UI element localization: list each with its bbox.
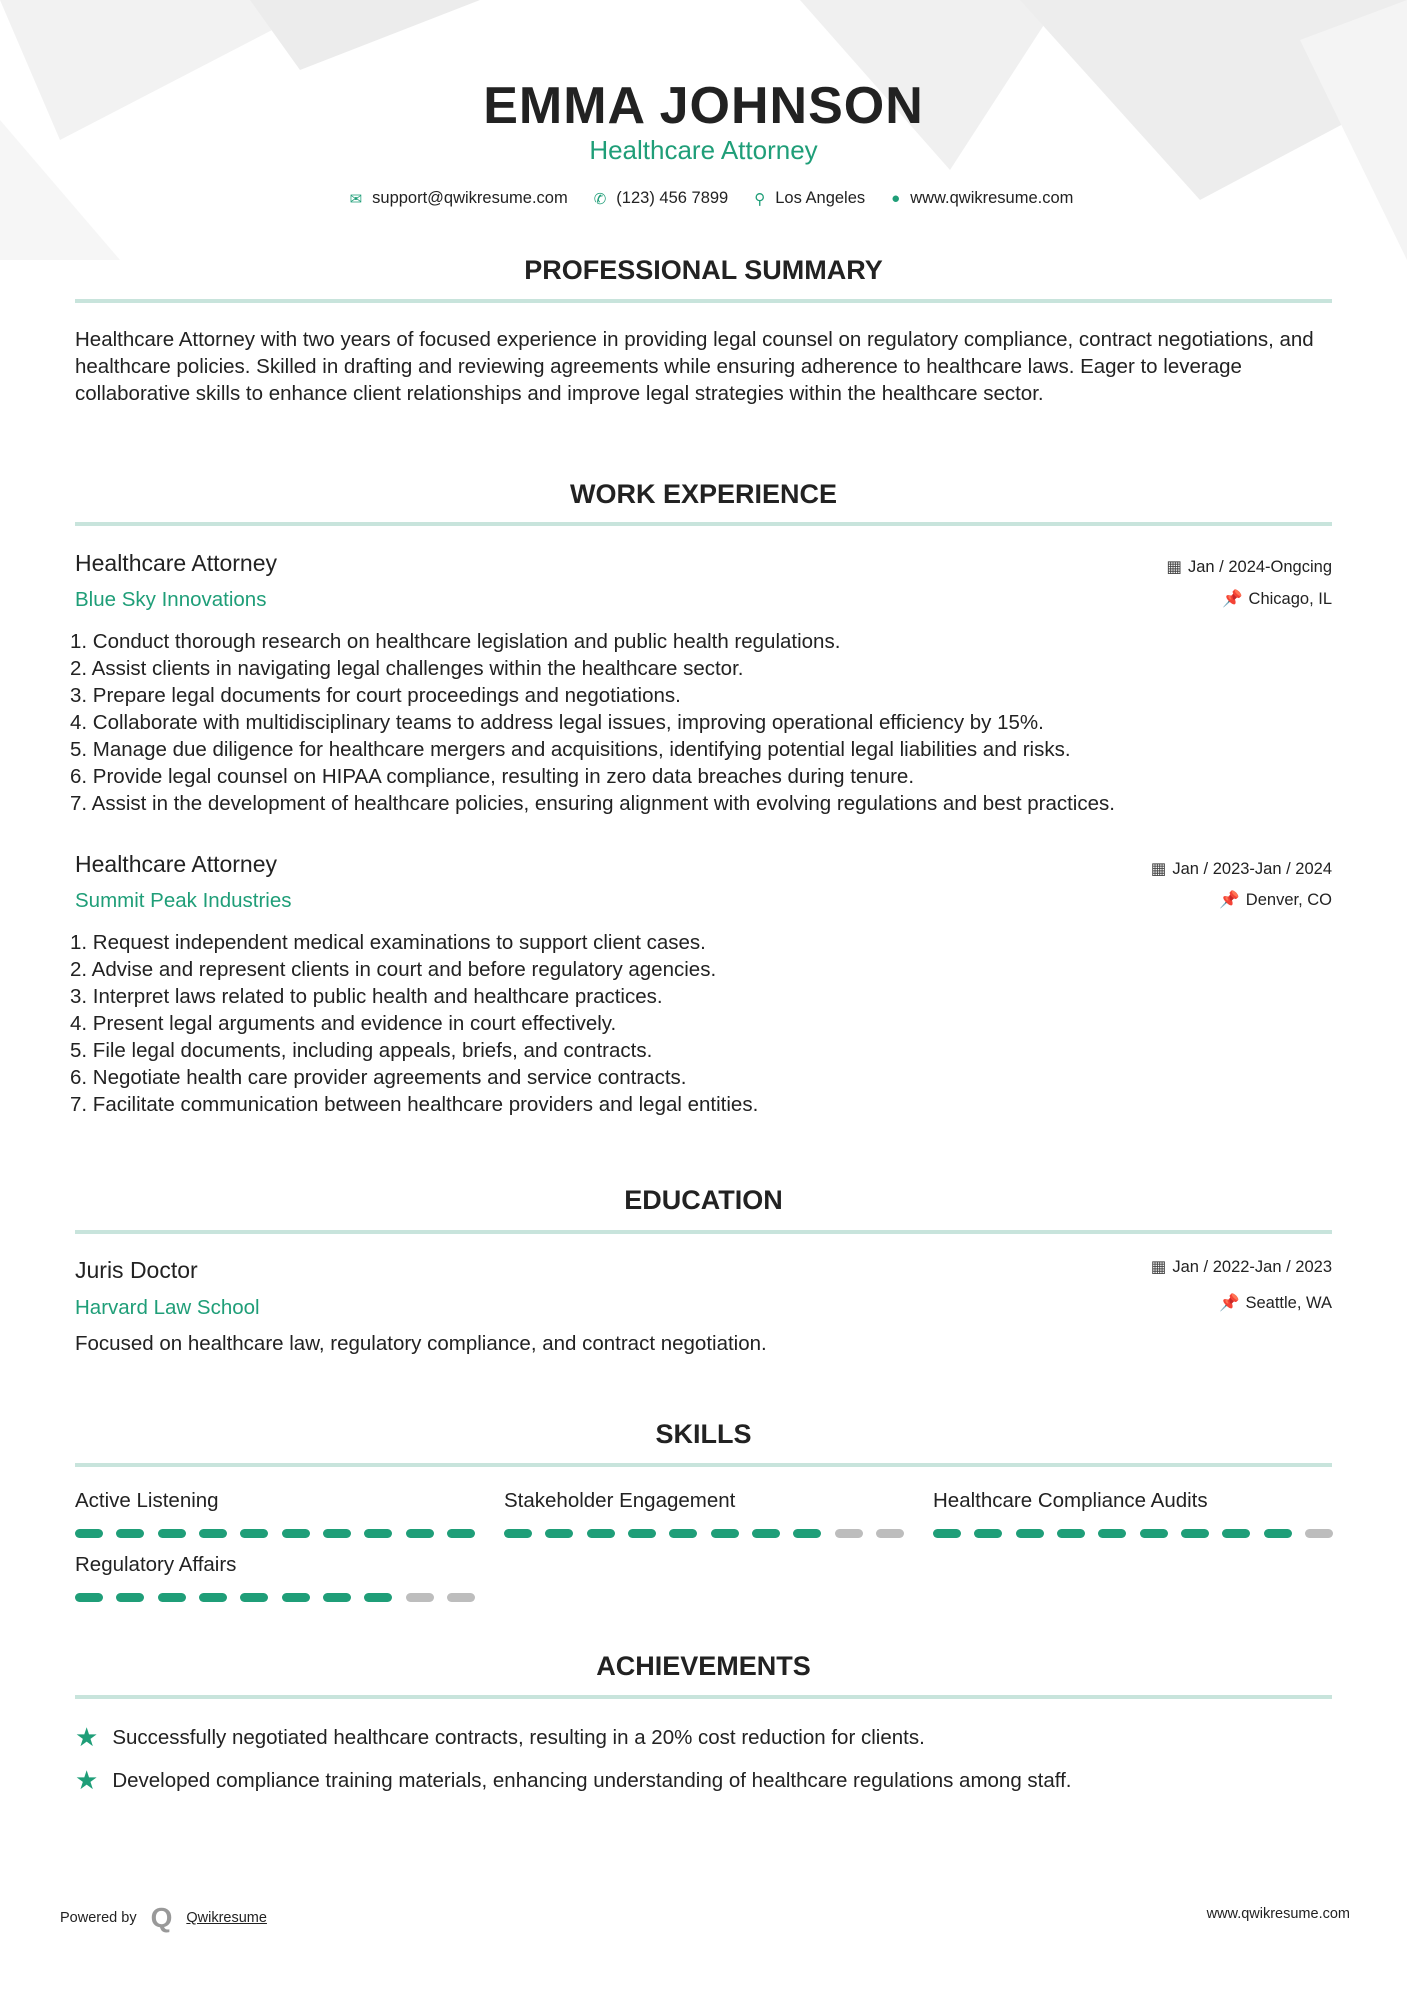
list-item: 4. Present legal arguments and evidence in court effectively. — [70, 1012, 617, 1035]
summary-heading: PROFESSIONAL SUMMARY — [524, 255, 883, 285]
education-description: Focused on healthcare law, regulatory compliance, and contract negotiation. — [75, 1332, 767, 1355]
contact-website[interactable]: www.qwikresume.com — [910, 189, 1074, 207]
skill-dot-filled — [323, 1593, 351, 1602]
contact-location: Los Angeles — [775, 189, 866, 207]
list-item: 6. Provide legal counsel on HIPAA compliance, resulting in zero data breaches during tenure. — [70, 765, 915, 788]
school: Harvard Law School — [75, 1296, 260, 1319]
list-item: 7. Assist in the development of healthcare policies, ensuring alignment with evolving regulations and best practices. — [70, 792, 1115, 815]
section-divider — [75, 1230, 1332, 1234]
skill-name: Regulatory Affairs — [75, 1553, 237, 1576]
skill-dot-empty — [1305, 1529, 1333, 1538]
contact-bar — [0, 189, 1407, 208]
candidate-name: EMMA JOHNSON — [483, 77, 924, 135]
job-location — [1222, 590, 1332, 609]
skill-level-meter — [933, 1529, 1333, 1538]
envelope-icon: ✉ — [349, 190, 363, 208]
skill-item — [933, 1489, 1333, 1538]
skill-dot-filled — [1016, 1529, 1044, 1538]
skill-level-meter — [504, 1529, 904, 1538]
skill-dot-filled — [75, 1529, 103, 1538]
skill-dot-filled — [158, 1593, 186, 1602]
achievement-item — [75, 1765, 1071, 1796]
calendar-icon: ▦ — [1166, 558, 1182, 576]
skill-item — [75, 1489, 475, 1538]
skill-dot-filled — [587, 1529, 615, 1538]
achievement-text: Developed compliance training materials, enhancing understanding of healthcare regulations among staff. — [112, 1768, 1072, 1792]
skill-dot-empty — [876, 1529, 904, 1538]
job-title: Healthcare Attorney — [75, 851, 278, 877]
map-pin-icon: ⚲ — [754, 190, 766, 208]
powered-by-label: Powered by — [60, 1910, 137, 1926]
education-heading: EDUCATION — [624, 1185, 783, 1215]
skill-dot-empty — [406, 1593, 434, 1602]
skill-dot-filled — [1181, 1529, 1209, 1538]
skill-dot-filled — [116, 1529, 144, 1538]
skill-dot-filled — [1057, 1529, 1085, 1538]
phone-icon: ✆ — [593, 190, 607, 208]
star-badge-icon: ★ — [75, 1765, 99, 1795]
contact-phone: (123) 456 7899 — [616, 189, 729, 207]
skill-dot-filled — [116, 1593, 144, 1602]
list-item: 4. Collaborate with multidisciplinary teams to address legal issues, improving operational efficiency by 15%. — [70, 711, 1044, 734]
skill-dot-filled — [504, 1529, 532, 1538]
skill-dot-filled — [406, 1529, 434, 1538]
list-item: 3. Interpret laws related to public health and healthcare practices. — [70, 985, 663, 1008]
skill-dot-filled — [282, 1593, 310, 1602]
experience-heading: WORK EXPERIENCE — [569, 479, 838, 509]
skill-dot-filled — [364, 1529, 392, 1538]
skill-dot-filled — [240, 1593, 268, 1602]
skill-item — [504, 1489, 904, 1538]
skill-name: Active Listening — [75, 1489, 219, 1512]
list-item: 2. Advise and represent clients in court and before regulatory agencies. — [70, 958, 717, 981]
list-item: 5. Manage due diligence for healthcare mergers and acquisitions, identifying potential legal liabilities and risks. — [70, 738, 1071, 761]
job-company: Summit Peak Industries — [75, 889, 292, 912]
skill-dot-empty — [835, 1529, 863, 1538]
skill-dot-filled — [669, 1529, 697, 1538]
skill-dot-filled — [933, 1529, 961, 1538]
calendar-icon: ▦ — [1150, 860, 1167, 878]
job-bullets — [70, 628, 1340, 817]
achievement-text: Successfully negotiated healthcare contracts, resulting in a 20% cost reduction for clients. — [112, 1725, 925, 1749]
skill-dot-filled — [323, 1529, 351, 1538]
job-dates-text: Jan / 2024-Ongcing — [1187, 558, 1332, 576]
list-item: 3. Prepare legal documents for court proceedings and negotiations. — [70, 684, 681, 707]
skills-heading: SKILLS — [655, 1419, 752, 1449]
footer-website[interactable]: www.qwikresume.com — [1206, 1906, 1350, 1922]
star-badge-icon: ★ — [75, 1722, 99, 1752]
candidate-title: Healthcare Attorney — [589, 135, 818, 165]
contact-email[interactable]: support@qwikresume.com — [372, 189, 568, 207]
skill-dot-filled — [364, 1593, 392, 1602]
list-item: 1. Conduct thorough research on healthcare legislation and public health regulations. — [70, 630, 841, 653]
skill-name: Stakeholder Engagement — [504, 1489, 736, 1512]
job-company: Blue Sky Innovations — [75, 588, 267, 611]
pushpin-icon: 📌 — [1221, 590, 1243, 608]
skill-dot-filled — [199, 1529, 227, 1538]
skill-dot-filled — [974, 1529, 1002, 1538]
skill-dot-filled — [240, 1529, 268, 1538]
education-location — [1219, 1294, 1332, 1313]
pushpin-icon: 📌 — [1218, 1294, 1240, 1312]
section-divider — [75, 522, 1332, 526]
skill-dot-empty — [447, 1593, 475, 1602]
job-bullets — [70, 929, 1340, 1118]
skill-dot-filled — [1098, 1529, 1126, 1538]
list-item: 7. Facilitate communication between healthcare providers and legal entities. — [70, 1093, 759, 1116]
skill-dot-filled — [1264, 1529, 1292, 1538]
footer-powered — [60, 1902, 267, 1934]
list-item: 1. Request independent medical examinations to support client cases. — [70, 931, 706, 954]
job-dates — [1151, 859, 1332, 879]
skill-level-meter — [75, 1593, 475, 1602]
calendar-icon: ▦ — [1150, 1258, 1167, 1276]
skill-dot-filled — [628, 1529, 656, 1538]
skill-dot-filled — [447, 1529, 475, 1538]
skill-dot-filled — [711, 1529, 739, 1538]
pushpin-icon: 📌 — [1219, 891, 1240, 909]
job-title: Healthcare Attorney — [75, 550, 278, 576]
skill-dot-filled — [545, 1529, 573, 1538]
job-location — [1219, 891, 1332, 910]
globe-icon: ● — [891, 190, 901, 207]
list-item: 5. File legal documents, including appeals, briefs, and contracts. — [70, 1039, 653, 1062]
job-location-text: Chicago, IL — [1248, 590, 1332, 608]
education-dates — [1151, 1257, 1332, 1277]
skill-name: Healthcare Compliance Audits — [933, 1489, 1208, 1512]
skill-level-meter — [75, 1529, 475, 1538]
education-location-text: Seattle, WA — [1245, 1294, 1332, 1312]
section-divider — [75, 1695, 1332, 1699]
job-dates-text: Jan / 2023-Jan / 2024 — [1172, 860, 1332, 878]
education-dates-text: Jan / 2022-Jan / 2023 — [1172, 1258, 1332, 1276]
skill-dot-filled — [199, 1593, 227, 1602]
skill-dot-filled — [752, 1529, 780, 1538]
skill-dot-filled — [1222, 1529, 1250, 1538]
skill-item — [75, 1553, 475, 1602]
achievement-item — [75, 1722, 925, 1753]
section-divider — [75, 299, 1332, 303]
skill-dot-filled — [282, 1529, 310, 1538]
section-divider — [75, 1463, 1332, 1467]
brand-link[interactable]: Qwikresume — [186, 1910, 267, 1926]
list-item: 6. Negotiate health care provider agreements and service contracts. — [70, 1066, 687, 1089]
skill-dot-filled — [75, 1593, 103, 1602]
degree: Juris Doctor — [75, 1257, 198, 1283]
job-dates — [1166, 557, 1332, 577]
summary-text: Healthcare Attorney with two years of focused experience in providing legal counsel on regulatory compliance, contract negotiations, and healthcare policies. Skilled in drafting and reviewing agreements while ensuring adherence to healthcare laws. Eager to leverage collaborative skills to enhance client relationships and improve legal strategies within the healthcare sector. — [75, 328, 1314, 405]
job-location-text: Denver, CO — [1245, 891, 1332, 909]
achievements-heading: ACHIEVEMENTS — [596, 1651, 811, 1681]
skill-dot-filled — [158, 1529, 186, 1538]
skill-dot-filled — [1140, 1529, 1168, 1538]
list-item: 2. Assist clients in navigating legal challenges within the healthcare sector. — [70, 657, 744, 680]
qwikresume-logo-icon: Q — [150, 1902, 173, 1933]
skill-dot-filled — [793, 1529, 821, 1538]
